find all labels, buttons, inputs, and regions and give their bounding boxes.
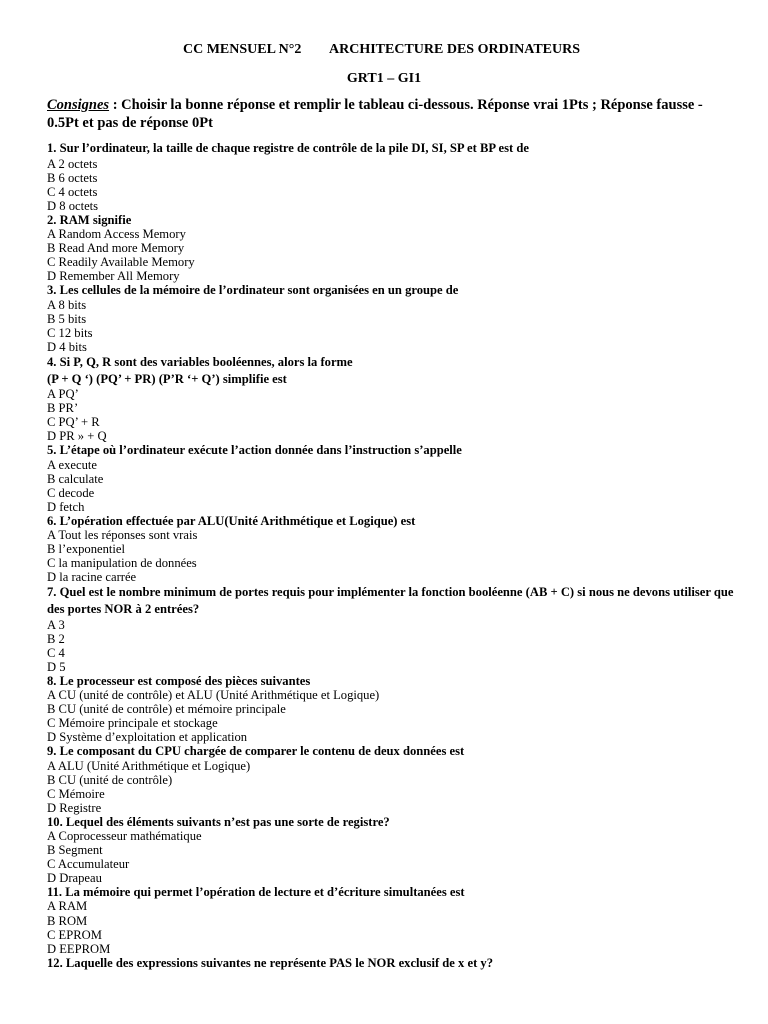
- answer-option: C PQ’ + R: [47, 415, 100, 430]
- instructions: [47, 96, 727, 132]
- question-title: 5. L’étape où l’ordinateur exécute l’action donnée dans l’instruction s’appelle: [47, 443, 462, 458]
- answer-option: B l’exponentiel: [47, 542, 125, 557]
- answer-option: D Registre: [47, 800, 102, 815]
- answer-option: C 12 bits: [47, 325, 93, 340]
- question-title: 2. RAM signifie: [47, 212, 132, 227]
- answer-option: C Readily Available Memory: [47, 255, 195, 270]
- answer-option: D fetch: [47, 499, 85, 514]
- answer-option: A 8 bits: [47, 297, 87, 312]
- instructions-text: : Choisir la bonne réponse et remplir le tableau ci-dessous. Réponse vrai 1Pts ; Réponse fausse - 0.5Pt et pas de réponse 0Pt: [47, 97, 703, 131]
- question-12: [47, 956, 737, 970]
- question-4: [47, 354, 737, 444]
- answer-option: D Drapeau: [47, 871, 102, 886]
- answer-option: A Tout les réponses sont vrais: [47, 528, 198, 543]
- question-title: 1. Sur l’ordinateur, la taille de chaque registre de contrôle de la pile DI, SI, SP et BP est de: [47, 141, 529, 155]
- answer-option: A RAM: [47, 899, 88, 914]
- answer-option: A PQ’: [47, 387, 79, 402]
- question-1: [47, 140, 737, 213]
- answer-option: D 5: [47, 659, 66, 674]
- instructions-label: Consignes: [47, 97, 110, 113]
- answer-option: B Segment: [47, 843, 103, 858]
- question-title: 10. Lequel des éléments suivants n’est pas une sorte de registre?: [47, 814, 390, 829]
- answer-option: B CU (unité de contrôle) et mémoire principale: [47, 702, 286, 717]
- question-9: [47, 744, 737, 814]
- answer-option: C 4 octets: [47, 184, 98, 199]
- answer-option: C EPROM: [47, 927, 102, 942]
- answer-option: B Read And more Memory: [47, 241, 185, 256]
- answer-option: B 5 bits: [47, 311, 87, 326]
- question-7: [47, 584, 737, 674]
- answer-option: D Système d’exploitation et application: [47, 730, 248, 745]
- answer-option: D 8 octets: [47, 198, 99, 213]
- answer-option: B CU (unité de contrôle): [47, 772, 173, 787]
- answer-option: B 2: [47, 631, 65, 646]
- answer-option: B ROM: [47, 913, 88, 928]
- answer-option: A Coprocesseur mathématique: [47, 829, 202, 843]
- answer-option: A execute: [47, 457, 97, 472]
- question-title: 8. Le processeur est composé des pièces suivantes: [47, 673, 311, 688]
- answer-option: A Random Access Memory: [47, 227, 186, 242]
- course-title: ARCHITECTURE DES ORDINATEURS: [329, 42, 581, 57]
- answer-option: A 2 octets: [47, 156, 98, 171]
- class-groups: GRT1 – GI1: [346, 71, 422, 86]
- answer-option: D 4 bits: [47, 339, 87, 354]
- question-6: [47, 514, 737, 584]
- answer-option: A CU (unité de contrôle) et ALU (Unité Arithmétique et Logique): [47, 688, 380, 703]
- answer-option: C la manipulation de données: [47, 556, 197, 571]
- answer-option: B calculate: [47, 471, 104, 486]
- question-10: [47, 815, 737, 885]
- question-3: [47, 283, 737, 353]
- question-5: [47, 443, 737, 513]
- answer-option: B PR’: [47, 401, 79, 416]
- exam-title: CC MENSUEL N°2: [183, 42, 302, 57]
- question-title: 12. Laquelle des expressions suivantes ne représente PAS le NOR exclusif de x et y?: [47, 955, 494, 970]
- answer-option: D la racine carrée: [47, 570, 137, 585]
- question-title: 11. La mémoire qui permet l’opération de lecture et d’écriture simultanées est: [47, 885, 465, 900]
- answer-option: B 6 octets: [47, 170, 98, 185]
- question-title: 3. Les cellules de la mémoire de l’ordinateur sont organisées en un groupe de: [47, 283, 459, 298]
- question-8: [47, 674, 737, 744]
- question-11: [47, 885, 737, 955]
- answer-option: C 4: [47, 645, 65, 660]
- answer-option: C Accumulateur: [47, 857, 130, 872]
- question-title: 7. Quel est le nombre minimum de portes requis pour implémenter la fonction booléenne (AB + C) si nous ne devons utiliser que des portes NOR à 2 entrées?: [47, 585, 734, 616]
- answer-option: D Remember All Memory: [47, 269, 180, 284]
- question-2: [47, 213, 737, 283]
- answer-option: A 3: [47, 617, 65, 632]
- answer-option: D EEPROM: [47, 941, 111, 956]
- answer-option: C decode: [47, 485, 95, 500]
- question-title: 4. Si P, Q, R sont des variables booléennes, alors la forme (P + Q ‘) (PQ’ + PR) (P’R ‘+ Q’) simplifie est: [47, 354, 353, 386]
- question-title: 6. L’opération effectuée par ALU(Unité Arithmétique et Logique) est: [47, 513, 416, 528]
- question-title: 9. Le composant du CPU chargée de comparer le contenu de deux données est: [47, 744, 465, 759]
- answer-option: D PR » + Q: [47, 429, 107, 444]
- answer-option: A ALU (Unité Arithmétique et Logique): [47, 758, 251, 773]
- question-list: [47, 140, 737, 970]
- answer-option: C Mémoire principale et stockage: [47, 716, 218, 731]
- answer-option: C Mémoire: [47, 786, 105, 801]
